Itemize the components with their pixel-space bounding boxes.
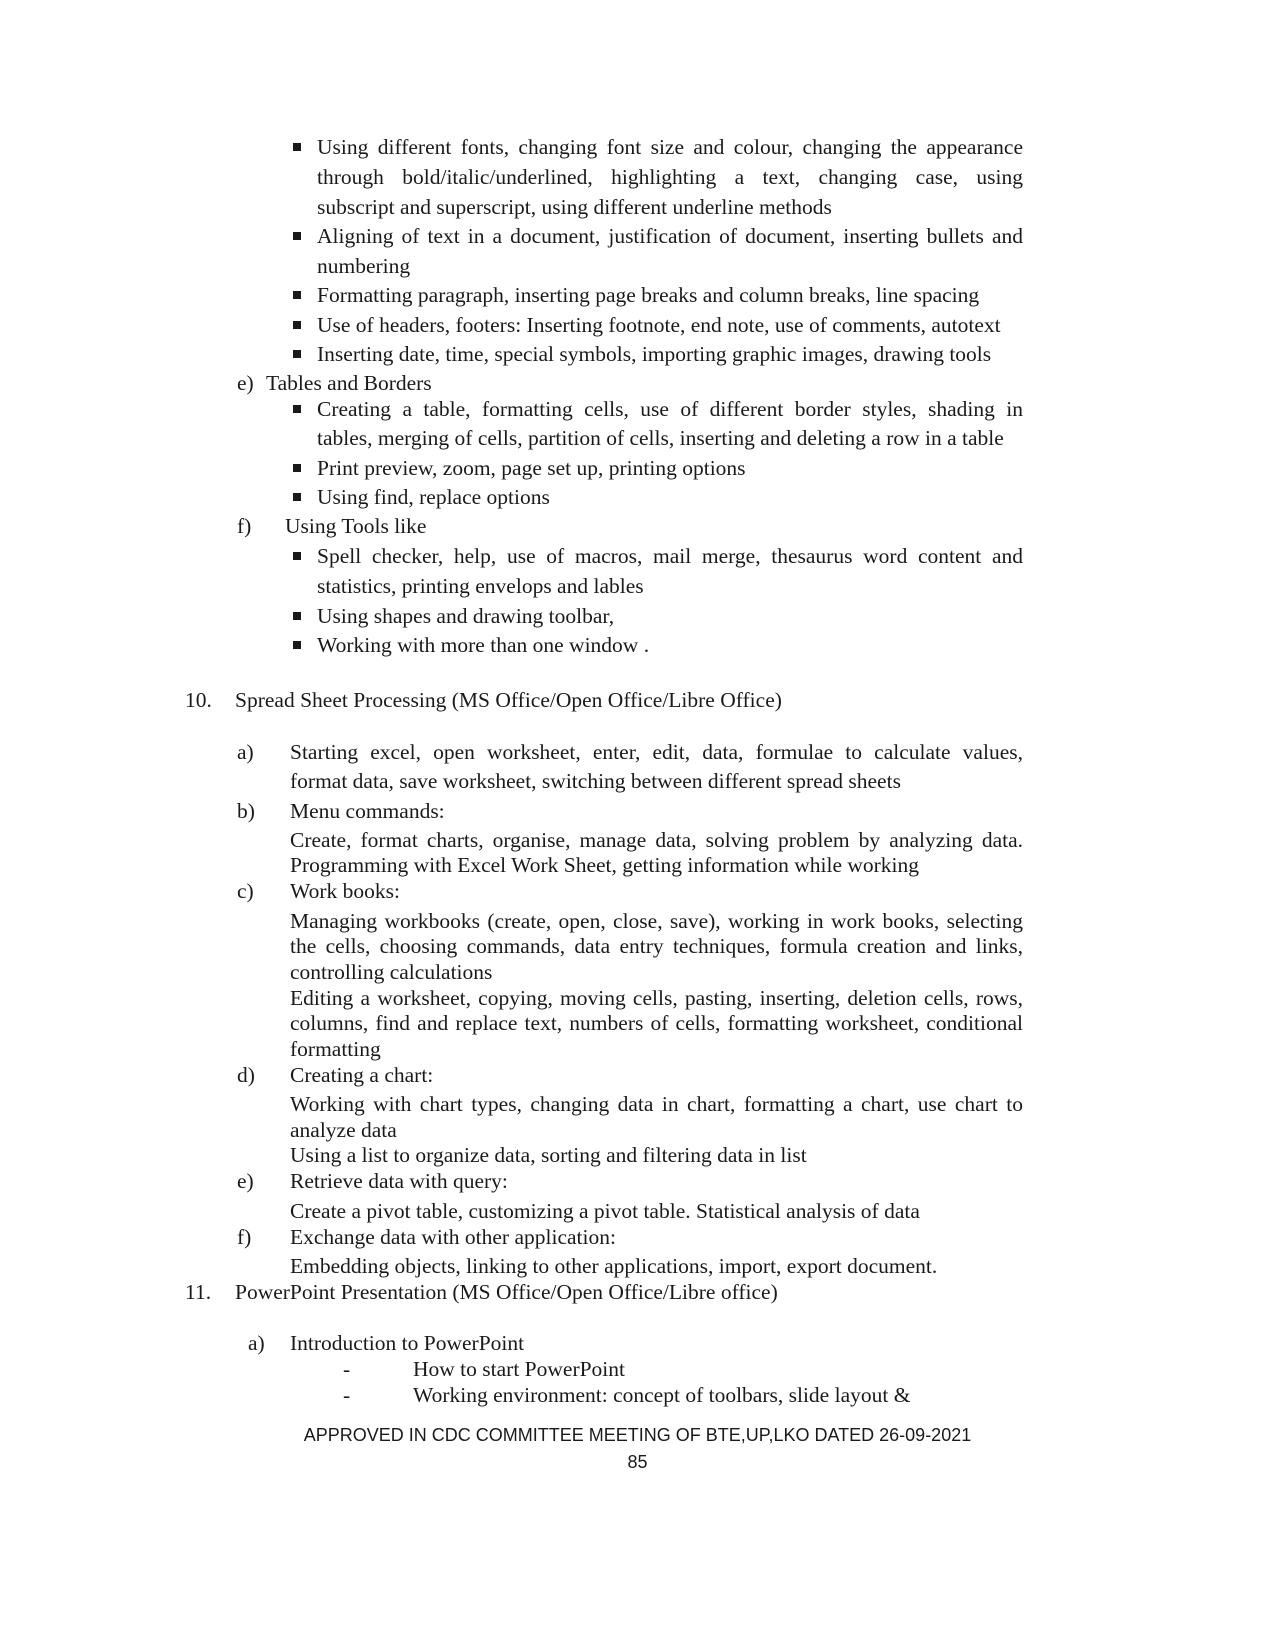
list-item: Inserting date, time, special symbols, importing graphic images, drawing tools <box>317 342 992 366</box>
item-text: the cells, choosing commands, data entry techniques, formula creation and links, <box>290 934 1023 958</box>
item-text: Embedding objects, linking to other applications, import, export document. <box>290 1254 938 1278</box>
bullet-icon <box>293 552 301 560</box>
bullet-icon <box>293 405 301 413</box>
item-heading: Menu commands: <box>290 799 445 823</box>
list-item: through bold/italic/underlined, highlighting a text, changing case, using <box>317 165 1023 189</box>
section-number: 11. <box>185 1280 212 1304</box>
bullet-icon <box>293 641 301 649</box>
bullet-icon <box>293 464 301 472</box>
list-item: Using find, replace options <box>317 485 550 509</box>
item-text: analyze data <box>290 1118 397 1142</box>
section-number: 10. <box>185 688 212 712</box>
item-text: Editing a worksheet, copying, moving cells, pasting, inserting, deletion cells, rows, <box>290 986 1023 1010</box>
item-label: a) <box>248 1331 265 1355</box>
item-heading: Retrieve data with query: <box>290 1169 508 1193</box>
item-label: d) <box>237 1063 255 1087</box>
section-heading: PowerPoint Presentation (MS Office/Open Office/Libre office) <box>235 1280 778 1304</box>
page-number: 85 <box>627 1452 648 1472</box>
item-text: Create, format charts, organise, manage data, solving problem by analyzing data. <box>290 828 1023 852</box>
item-label: e) <box>237 1169 254 1193</box>
item-text: Working with chart types, changing data in chart, formatting a chart, use chart to <box>290 1092 1023 1116</box>
bullet-icon <box>293 612 301 620</box>
item-text: Managing workbooks (create, open, close, save), working in work books, selecting <box>290 909 1023 933</box>
list-item: Spell checker, help, use of macros, mail merge, thesaurus word content and <box>317 544 1023 568</box>
list-item: Creating a table, formatting cells, use of different border styles, shading in <box>317 397 1023 421</box>
item-heading: Work books: <box>290 879 400 903</box>
item-label: e) <box>237 371 254 395</box>
item-label: b) <box>237 799 255 823</box>
item-text: Create a pivot table, customizing a pivot table. Statistical analysis of data <box>290 1199 920 1223</box>
item-heading: Introduction to PowerPoint <box>290 1331 525 1355</box>
item-heading: Using Tools like <box>285 514 427 538</box>
item-label: f) <box>237 514 252 538</box>
item-text: columns, find and replace text, numbers of cells, formatting worksheet, conditional <box>290 1011 1023 1035</box>
bullet-icon <box>293 350 301 358</box>
bullet-icon <box>293 143 301 151</box>
item-text: format data, save worksheet, switching between different spread sheets <box>290 769 901 793</box>
bullet-icon <box>293 321 301 329</box>
list-item: numbering <box>317 254 411 278</box>
item-heading: Exchange data with other application: <box>290 1225 616 1249</box>
item-label: a) <box>237 740 254 764</box>
list-item: Working with more than one window . <box>317 633 650 657</box>
list-item: Working environment: concept of toolbars, slide layout & <box>413 1383 911 1407</box>
item-text: controlling calculations <box>290 960 493 984</box>
list-item: Print preview, zoom, page set up, printing options <box>317 456 746 480</box>
item-text: Starting excel, open worksheet, enter, edit, data, formulae to calculate values, <box>290 740 1023 764</box>
bullet-icon <box>293 493 301 501</box>
list-item: Formatting paragraph, inserting page breaks and column breaks, line spacing <box>317 283 980 307</box>
dash-marker: - <box>343 1357 351 1381</box>
item-heading: Tables and Borders <box>266 371 432 395</box>
item-text: formatting <box>290 1037 381 1061</box>
item-heading: Creating a chart: <box>290 1063 434 1087</box>
bullet-icon <box>293 232 301 240</box>
section-heading: Spread Sheet Processing (MS Office/Open Office/Libre Office) <box>235 688 782 712</box>
item-label: c) <box>237 879 254 903</box>
list-item: Aligning of text in a document, justification of document, inserting bullets and <box>317 224 1023 248</box>
item-label: f) <box>237 1225 252 1249</box>
list-item: Use of headers, footers: Inserting footnote, end note, use of comments, autotext <box>317 313 1001 337</box>
item-text: Using a list to organize data, sorting and filtering data in list <box>290 1143 807 1167</box>
list-item: subscript and superscript, using different underline methods <box>317 195 832 219</box>
approval-footer: APPROVED IN CDC COMMITTEE MEETING OF BTE,UP,LKO DATED 26-09-2021 <box>303 1425 972 1445</box>
dash-marker: - <box>343 1383 351 1407</box>
list-item: How to start PowerPoint <box>413 1357 626 1381</box>
bullet-icon <box>293 291 301 299</box>
item-text: Programming with Excel Work Sheet, getting information while working <box>290 853 920 877</box>
list-item: Using different fonts, changing font size and colour, changing the appearance <box>317 135 1023 159</box>
list-item: statistics, printing envelops and lables <box>317 574 644 598</box>
list-item: Using shapes and drawing toolbar, <box>317 604 615 628</box>
list-item: tables, merging of cells, partition of cells, inserting and deleting a row in a table <box>317 426 1004 450</box>
